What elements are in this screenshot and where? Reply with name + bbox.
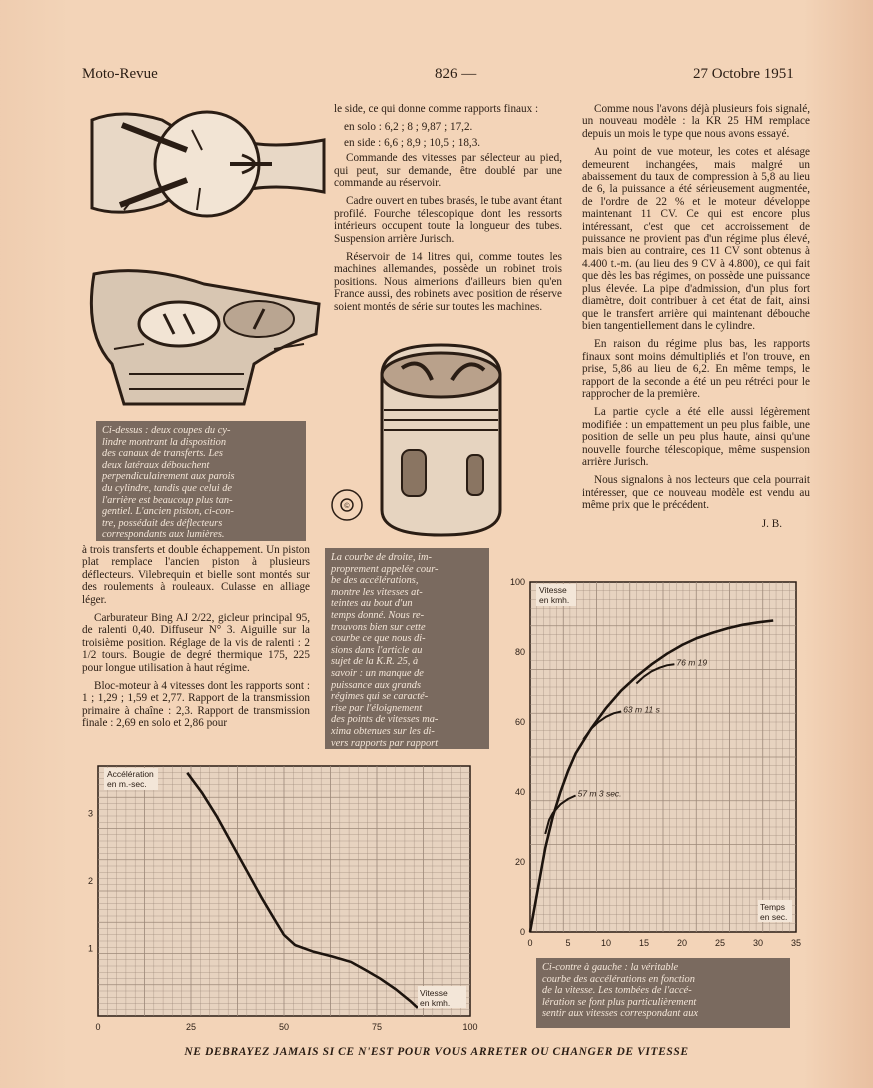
x-axis-label: Vitesse [420,988,448,998]
x-tick-label: 0 [95,1022,101,1032]
x-axis-label: Temps [760,902,786,912]
y-tick-label: 80 [514,647,525,657]
column-2-text [334,103,562,319]
caption-line: teintes au bout d'un [331,598,413,610]
x-tick-label: 25 [185,1022,197,1032]
x-tick-label: 25 [714,938,726,948]
speed-vs-time-chart [509,572,804,957]
gear-annotation: 57 m 3 sec. [577,788,622,799]
column-3-text [582,103,810,530]
gear-annotation: 63 m 11 s [623,704,660,715]
y-tick-label: 0 [519,927,525,937]
caption-line: l'arrière est beaucoup plus tan- [102,494,233,506]
cylinder-cutaway-illustration [84,264,324,412]
caption-line: trouvons bien sur cette [331,621,426,633]
gear-annotation: 76 m 19 [676,657,708,668]
paragraph: Nous signalons à nos lecteurs que cela pourrait intéresser, que ce nouveau modèle est vendu au même prix que le précédent. [582,474,810,512]
paragraph: En raison du régime plus bas, les rapports finaux sont moins démultipliés et l'on trouve, en prise, 5,86 au lieu de 6,2. En même temps, le rapport de la seconde a été un peu rétréci pour le rapprocher de la première. [582,338,810,400]
paragraph: le side, ce qui donne comme rapports finaux : [334,103,539,115]
caption-line: sentir aux vitesses correspondant aux [542,1008,699,1020]
y-tick-label: 1 [87,943,93,954]
copyright-stamp [330,488,364,522]
cylinder-section-illustration-top [92,100,324,228]
caption-line: deux latéraux débouchent [102,459,210,471]
caption-line: be des accélérations, [331,575,419,587]
y-axis-label: en m.-sec. [107,779,147,789]
caption-line: proprement appelée cour- [331,563,439,575]
caption-true-acceleration-curve [536,958,790,1028]
x-axis-label: en sec. [760,912,788,922]
caption-line: sions dans l'article au [331,644,423,656]
ratio-line-side: en side : 6,6 ; 8,9 ; 10,5 ; 18,3. [344,136,481,149]
x-tick-label: 100 [462,1022,478,1032]
x-tick-label: 50 [278,1022,290,1032]
x-tick-label: 20 [676,938,688,948]
paragraph: La partie cycle a été elle aussi légèrement modifiée : un empattement un peu plus faible, une position de selle un peu plus haute, ainsi qu'une nouvelle fourche télescopique, même suspension arrière Jurisch. [582,406,810,468]
x-tick-label: 0 [527,938,533,948]
caption-line: gentiel. L'ancien piston, ci-con- [102,506,234,518]
caption-line: Ci-dessus : deux coupes du cy- [102,425,231,436]
caption-line: rise par l'éloignement [331,702,423,714]
caption-line: sujet de la K.R. 25, à [331,656,419,668]
paragraph: Comme nous l'avons déjà plusieurs fois signalé, un nouveau modèle : la KR 25 HM remplace depuis un mois le type que nous avons essayé. [582,103,810,140]
acceleration-vs-speed-chart [86,756,486,1036]
y-axis-label-box [104,768,158,790]
caption-cylinder-sections [96,421,306,541]
caption-acceleration-curve [325,548,489,749]
footer-slogan: NE DEBRAYEZ JAMAIS SI CE N'EST POUR VOUS ARRETER OU CHANGER DE VITESSE [184,1046,689,1058]
y-axis-label-box [536,584,576,606]
caption-line: des canaux de transferts. Les [102,448,223,460]
caption-line: lindre montrant la disposition [102,436,227,448]
x-tick-label: 15 [638,938,650,948]
caption-line: xima obtenues sur les di- [331,725,435,737]
y-tick-label: 2 [87,875,93,886]
y-tick-label: 20 [514,857,525,867]
caption-line: La courbe de droite, im- [331,552,432,563]
caption-line: puissance aux grands [331,679,422,691]
paragraph: Réservoir de 14 litres qui, comme toutes les machines allemandes, possède un robinet trois positions. Nous aimerions d'ailleurs bien qu'en France aussi, des robinets avec position de réserve soient montés de série sur toutes les machines. [334,251,562,313]
caption-line: régimes qui se caracté- [331,691,429,703]
caption-line: du cylindre, tandis que celui de [102,482,233,494]
y-tick-label: 3 [87,808,93,819]
x-tick-label: 5 [565,938,571,948]
paragraph: Cadre ouvert en tubes brasés, le tube avant étant profilé. Fourche télescopique dont les ressorts intérieurs occupent toute la longueur des tubes. Suspension arrière Jurisch. [334,195,562,245]
author-signature: J. B. [761,517,782,530]
x-axis-label-box [758,900,792,922]
caption-line: perpendiculairement aux parois [102,471,235,483]
paragraph: Commande des vitesses par sélecteur au pied, qui peut, sur demande, être doublé par une commande au réservoir. [334,152,562,190]
caption-line: lération se font plus particulièrement [542,996,697,1008]
caption-line: de la vitesse. Les tombées de l'accé- [542,985,692,997]
paragraph: à trois transferts et double échappement. Un piston plat remplace l'ancien piston à plusieurs déflecteurs. Vilebrequin et bielle sont montés sur des roulements à rouleaux. Culasse en alliage léger. [82,544,310,606]
running-head-left: Moto-Revue [82,66,158,82]
caption-line: des points de vitesses ma- [331,714,439,726]
y-tick-label: 100 [509,577,525,587]
x-tick-label: 10 [600,938,612,948]
caption-line: Ci-contre à gauche : la véritable [542,962,679,973]
paragraph: Bloc-moteur à 4 vitesses dont les rapports sont : 1 ; 1,29 ; 1,59 et 2,77. Rapport de la transmission primaire à chaîne : 2,3. Rapport de transmission finale : 2,69 en solo et 2,86 pour [82,680,310,730]
x-axis-label-box [418,986,466,1008]
paragraph: Carburateur Bing AJ 2/22, gicleur principal 95, de ralenti 0,40. Diffuseur N° 3. Aiguille sur la troisième position. Réglage de la vis de ralenti : 2 1/2 tours. Bougie de degré thermique 175, 225 pour longue utilisation à haut régime. [82,612,310,674]
y-axis-label: Accélération [107,769,154,779]
x-tick-label: 30 [752,938,764,948]
caption-line: savoir : un manque de [331,667,424,679]
caption-line: vers rapports par rapport [331,737,439,749]
column-1-text [82,544,310,736]
caption-line: montre les vitesses at- [331,586,423,598]
x-axis-label: en kmh. [420,998,451,1008]
caption-line: tre, possédait des déflecteurs [102,517,223,529]
page-number: 826 — [435,66,477,82]
issue-date: 27 Octobre 1951 [693,66,794,82]
y-axis-label: Vitesse [539,585,567,595]
y-tick-label: 60 [514,717,525,727]
caption-line: temps donné. Nous re- [331,609,425,621]
y-axis-label: en kmh. [539,595,570,605]
caption-line: correspondants aux lumières. [102,529,225,541]
caption-line: courbe ce que nous di- [331,633,426,645]
y-tick-label: 40 [514,787,525,797]
x-tick-label: 35 [790,938,802,948]
svg-text:©: © [344,503,350,510]
paragraph: Au point de vue moteur, les cotes et alésage demeurent inchangées, mais malgré un abaissement du taux de compression à 5,8 au lieu de 6, la puissance a été sérieusement augmentée, de l'ordre de 22 % et le moteur développe maintenant 11 CV. Ce qui est encore plus intéressant, c'est que cet accroissement de puissance ne provient pas d'un régime plus élevé, mais bien au contraire, ces 11 CV sont obtenus à 4.400 t.-m. (au lieu des 9 CV à 4.800), ce qui fait que dès les bas régimes, on possède une puissance plus élevée. La pipe d'admission, d'un plus fort diamètre, doit contribuer à cet état de fait, ainsi que le transfert arrière qui maintenant débouche bien tangentiellement dans le cylindre. [582,146,810,332]
ratio-line-solo: en solo : 6,2 ; 8 ; 9,87 ; 17,2. [344,121,473,134]
x-tick-label: 75 [371,1022,383,1032]
caption-line: courbe des accélérations en fonction [542,973,695,985]
piston-illustration [372,340,510,540]
